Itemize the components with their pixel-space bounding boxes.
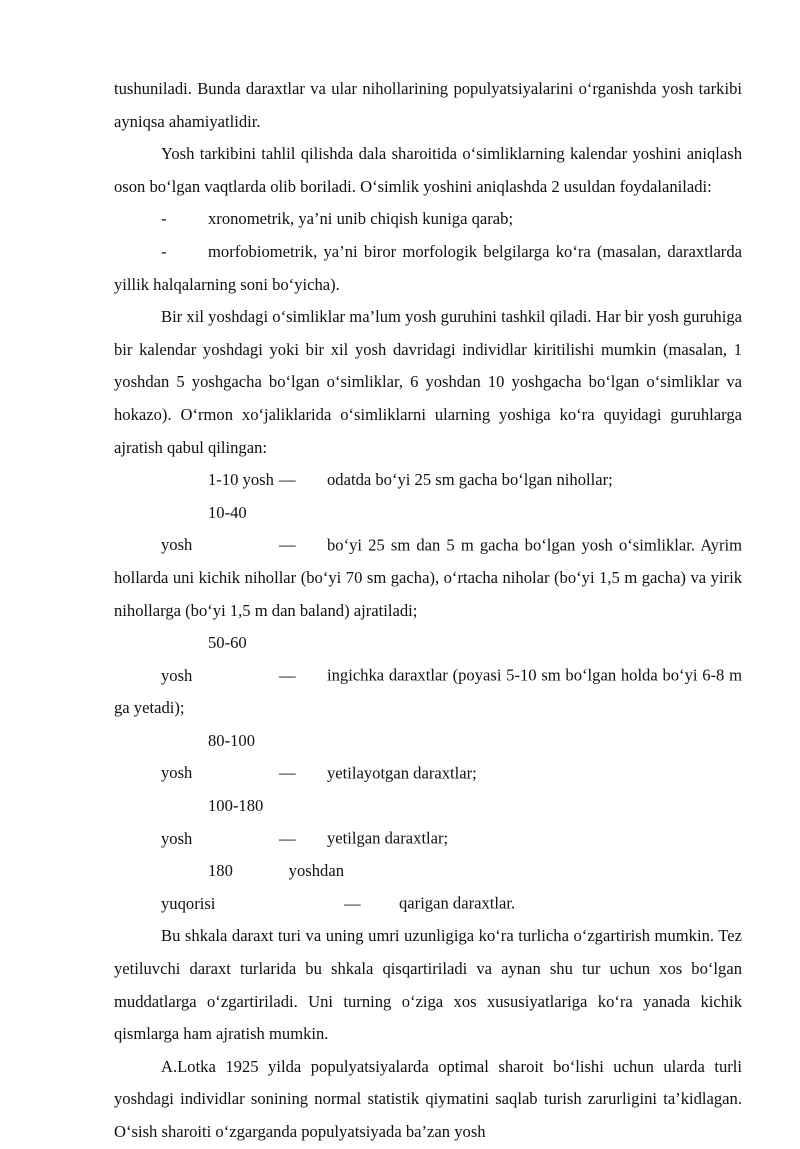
em-dash: —	[279, 535, 296, 555]
page-body	[114, 73, 742, 1149]
age-description: qarigan daraxtlar.	[399, 893, 516, 913]
paragraph-age-structure: Yosh tarkibini tahlil qilishda dala sharoitida o‘simliklarning kalendar yoshini aniqlash oson bo‘lgan vaqtlarda olib boriladi. O‘simlik yoshini aniqlashda 2 usuldan foydalaniladi:	[114, 144, 742, 196]
age-description: ingichka daraxtlar (poyasi 5-10 sm bo‘lgan holda bo‘yi 6-8 m ga yetadi);	[114, 665, 742, 718]
list-item-method-2	[114, 236, 742, 301]
age-range: 50-60 yosh	[161, 633, 247, 685]
age-range: 10-40 yosh	[161, 502, 247, 555]
list-dash: -	[161, 241, 167, 261]
age-range: 100-180 yosh	[161, 796, 264, 848]
list-item-text: xronometrik, ya’ni unib chiqish kuniga qarab;	[208, 209, 514, 229]
em-dash: —	[279, 665, 296, 685]
age-range: 80-100 yosh	[161, 730, 256, 783]
age-range: 1-10 yosh	[208, 470, 274, 490]
paragraph-intro: tushuniladi. Bunda daraxtlar va ular nihollarining populyatsiyalarini o‘rganishda yosh tarkibi ayniqsa ahamiyatlidir.	[114, 79, 742, 131]
age-group-row-4	[114, 725, 742, 790]
age-group-row-5	[114, 790, 742, 855]
em-dash: —	[279, 470, 296, 490]
age-group-row-1	[114, 464, 742, 497]
age-group-row-3	[114, 627, 742, 725]
age-description: bo‘yi 25 sm dan 5 m gacha bo‘lgan yosh o‘simliklar. Ayrim hollarda uni kichik nihollar (bo‘yi 70 sm gacha), o‘rtacha niholar (bo‘yi 1,5 m gacha) va yirik nihollarga (bo‘yi 1,5 m dan baland) ajratiladi;	[114, 535, 742, 620]
age-description: yetilgan daraxtlar;	[327, 828, 449, 848]
age-description: yetilayotgan daraxtlar;	[327, 763, 477, 783]
age-description: odatda bo‘yi 25 sm gacha bo‘lgan nihollar;	[327, 470, 613, 490]
age-group-row-6	[114, 855, 742, 920]
paragraph-scale: Bu shkala daraxt turi va uning umri uzunligiga ko‘ra turlicha o‘zgartirish mumkin. Tez yetiluvchi daraxt turlarida bu shkala qisqartiriladi va aynan shu tur uchun xos bo‘lgan muddatlarga o‘zgartiriladi. Uni turning o‘ziga xos xususiyatlariga ko‘ra yanada kichik qismlarga ham ajratish mumkin.	[114, 926, 742, 1044]
list-item-text: morfobiometrik, ya’ni biror morfologik belgilarga ko‘ra (masalan, daraxtlarda yillik halqalarning soni bo‘yicha).	[114, 241, 742, 294]
em-dash: —	[344, 893, 361, 913]
paragraph-age-groups: Bir xil yoshdagi o‘simliklar ma’lum yosh guruhini tashkil qiladi. Har bir yosh guruhiga bir kalendar yoshdagi yoki bir xil yosh davridagi individlar kiritilishi mumkin (masalan, 1 yoshdan 5 yoshgacha bo‘lgan o‘simliklar, 6 yoshdan 10 yoshgacha bo‘lgan o‘simliklar va hokazo). O‘rmon xo‘jaliklarida o‘simliklarni ularning yoshiga ko‘ra quyidagi guruhlarga ajratish qabul qilingan:	[114, 307, 742, 457]
age-range: 180 yoshdan yuqorisi	[161, 861, 344, 913]
list-dash: -	[161, 209, 167, 229]
em-dash: —	[279, 763, 296, 783]
paragraph-lotka: A.Lotka 1925 yilda populyatsiyalarda optimal sharoit bo‘lishi uchun ularda turli yoshdagi individlar sonining normal statistik qiymatini saqlab turish zarurligini ta’kidlagan. O‘sish sharoiti o‘zgarganda populyatsiyada ba’zan yosh	[114, 1056, 742, 1141]
em-dash: —	[279, 828, 296, 848]
age-group-row-2	[114, 497, 742, 627]
list-item-method-1	[114, 203, 742, 236]
